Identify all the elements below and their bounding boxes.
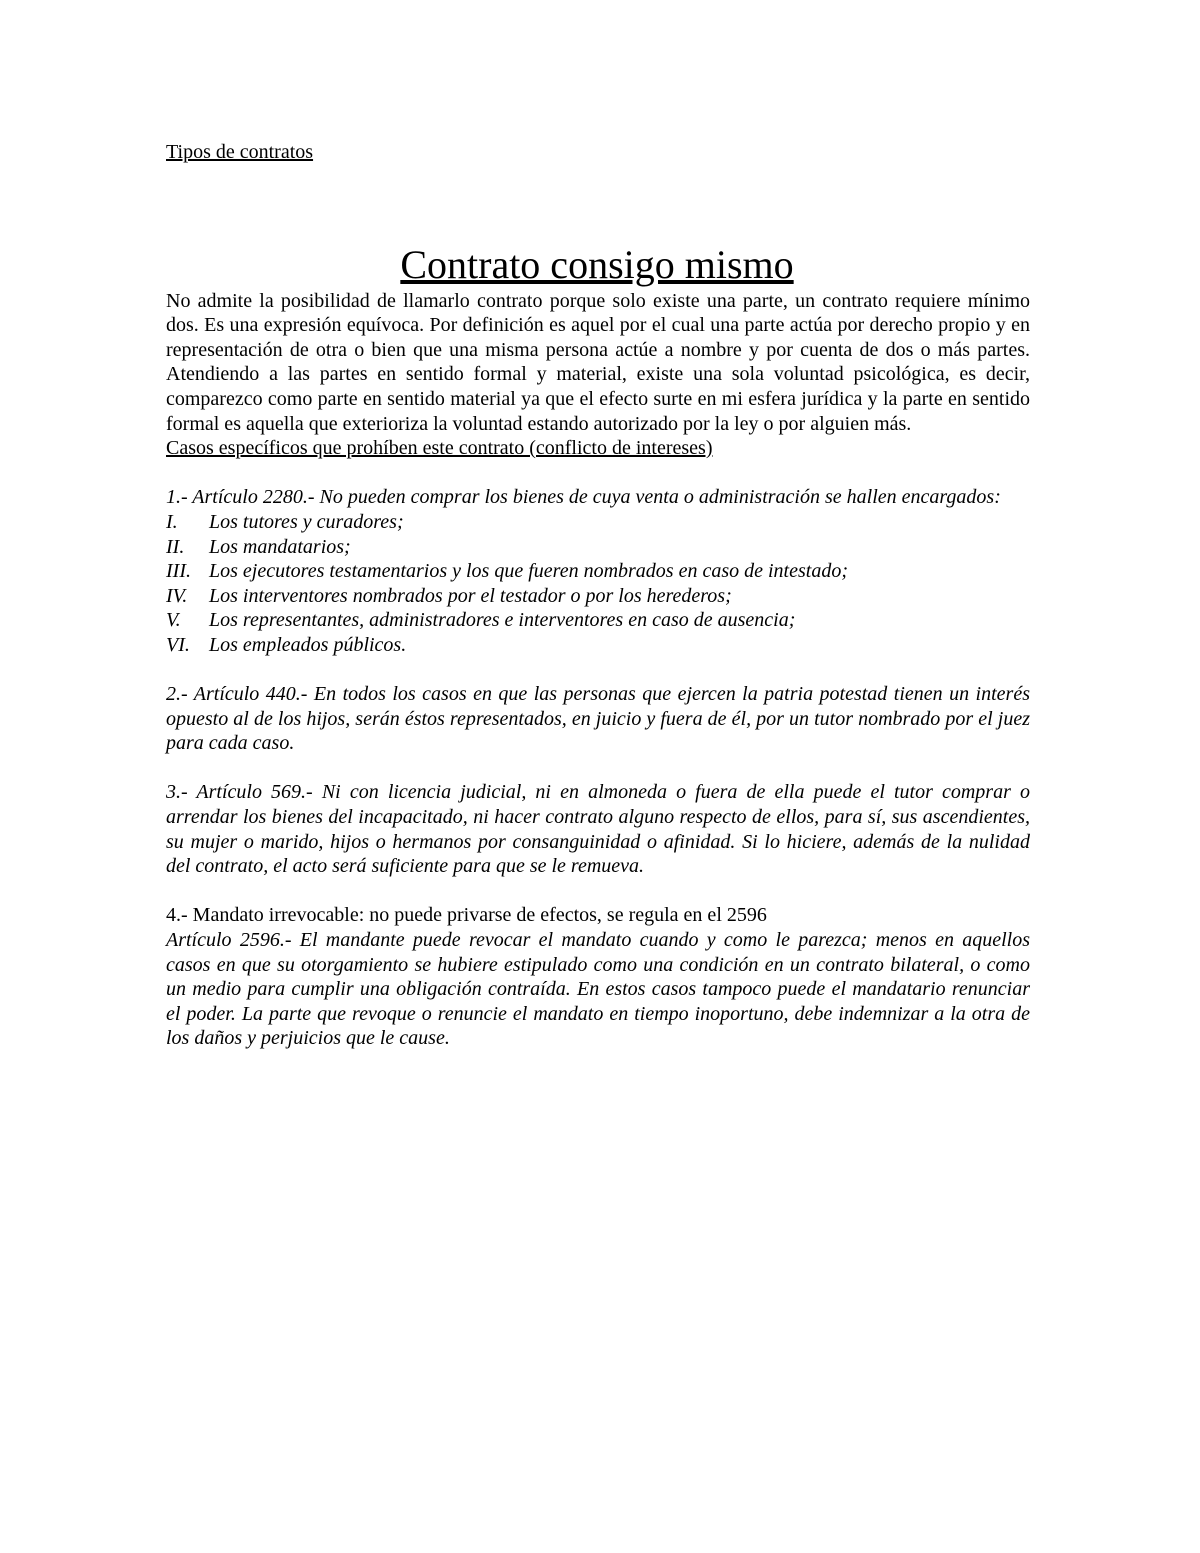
article-2280-list xyxy=(166,510,1030,658)
article-2280-text: 1.- Artículo 2280.- No pueden comprar los bienes de cuya venta o administración se hallen encargados: xyxy=(166,486,1001,509)
spacer xyxy=(166,658,1030,683)
list-item xyxy=(166,608,1030,633)
list-numeral: I. xyxy=(166,510,178,533)
document-title: Contrato consigo mismo xyxy=(400,241,794,287)
list-item-text: Los representantes, administradores e interventores en caso de ausencia; xyxy=(209,609,796,632)
list-numeral: II. xyxy=(166,535,185,558)
document-label: Tipos de contratos xyxy=(166,141,314,163)
spacer xyxy=(166,756,1030,781)
article-569-text: 3.- Artículo 569.- Ni con licencia judicial, ni en almoneda o fuera de ella puede el tutor comprar o arrendar los bienes del incapacitado, ni hacer contrato alguno respecto de ellos, para sí, sus ascendientes, su mujer o marido, hijos o hermanos por consanguinidad o afinidad. Si lo hiciere, además de la nulidad del contrato, el acto será suficiente para que se le remueva. xyxy=(166,781,1030,878)
article-2596-heading: 4.- Mandato irrevocable: no puede privarse de efectos, se regula en el 2596 xyxy=(166,904,767,927)
intro-paragraph: No admite la posibilidad de llamarlo contrato porque solo existe una parte, un contrato requiere mínimo dos. Es una expresión equívoca. Por definición es aquel por el cual una parte actúa por derecho propio y en representación de otra o bien que una misma persona actúe a nombre y por cuenta de dos o más partes. Atendiendo a las partes en sentido formal y material, existe una sola voluntad psicológica, es decir, comparezco como parte en sentido material ya que el efecto surte en mi esfera jurídica y la parte en sentido formal es aquella que exterioriza la voluntad estando autorizado por la ley o por alguien más. xyxy=(166,289,1030,435)
list-numeral: IV. xyxy=(166,584,188,607)
list-numeral: V. xyxy=(166,609,181,632)
list-item xyxy=(166,584,1030,609)
document-body xyxy=(166,140,1030,1051)
spacer xyxy=(166,461,1030,486)
cases-heading: Casos específicos que prohíben este contrato (conflicto de intereses) xyxy=(166,437,713,460)
list-item xyxy=(166,633,1030,658)
spacer xyxy=(166,879,1030,904)
list-item-text: Los empleados públicos. xyxy=(209,633,407,656)
list-item-text: Los interventores nombrados por el testador o por los herederos; xyxy=(209,584,732,607)
article-440-text: 2.- Artículo 440.- En todos los casos en que las personas que ejercen la patria potestad tienen un interés opuesto al de los hijos, serán éstos representados, en juicio y fuera de él, por un tutor nombrado por el juez para cada caso. xyxy=(166,683,1030,755)
article-2596-text: Artículo 2596.- El mandante puede revocar el mandato cuando y como le parezca; menos en aquellos casos en que su otorgamiento se hubiere estipulado como una condición en un contrato bilateral, o como un medio para cumplir una obligación contraída. En estos casos tampoco puede el mandatario renunciar el poder. La parte que revoque o renuncie el mandato en tiempo inoportuno, debe indemnizar a la otra de los daños y perjuicios que le cause. xyxy=(166,929,1030,1050)
list-item xyxy=(166,559,1030,584)
list-numeral: III. xyxy=(166,560,191,583)
list-numeral: VI. xyxy=(166,633,190,656)
list-item-text: Los tutores y curadores; xyxy=(209,510,404,533)
list-item xyxy=(166,510,1030,535)
list-item-text: Los ejecutores testamentarios y los que fueren nombrados en caso de intestado; xyxy=(209,560,848,583)
list-item xyxy=(166,535,1030,560)
list-item-text: Los mandatarios; xyxy=(209,535,351,558)
